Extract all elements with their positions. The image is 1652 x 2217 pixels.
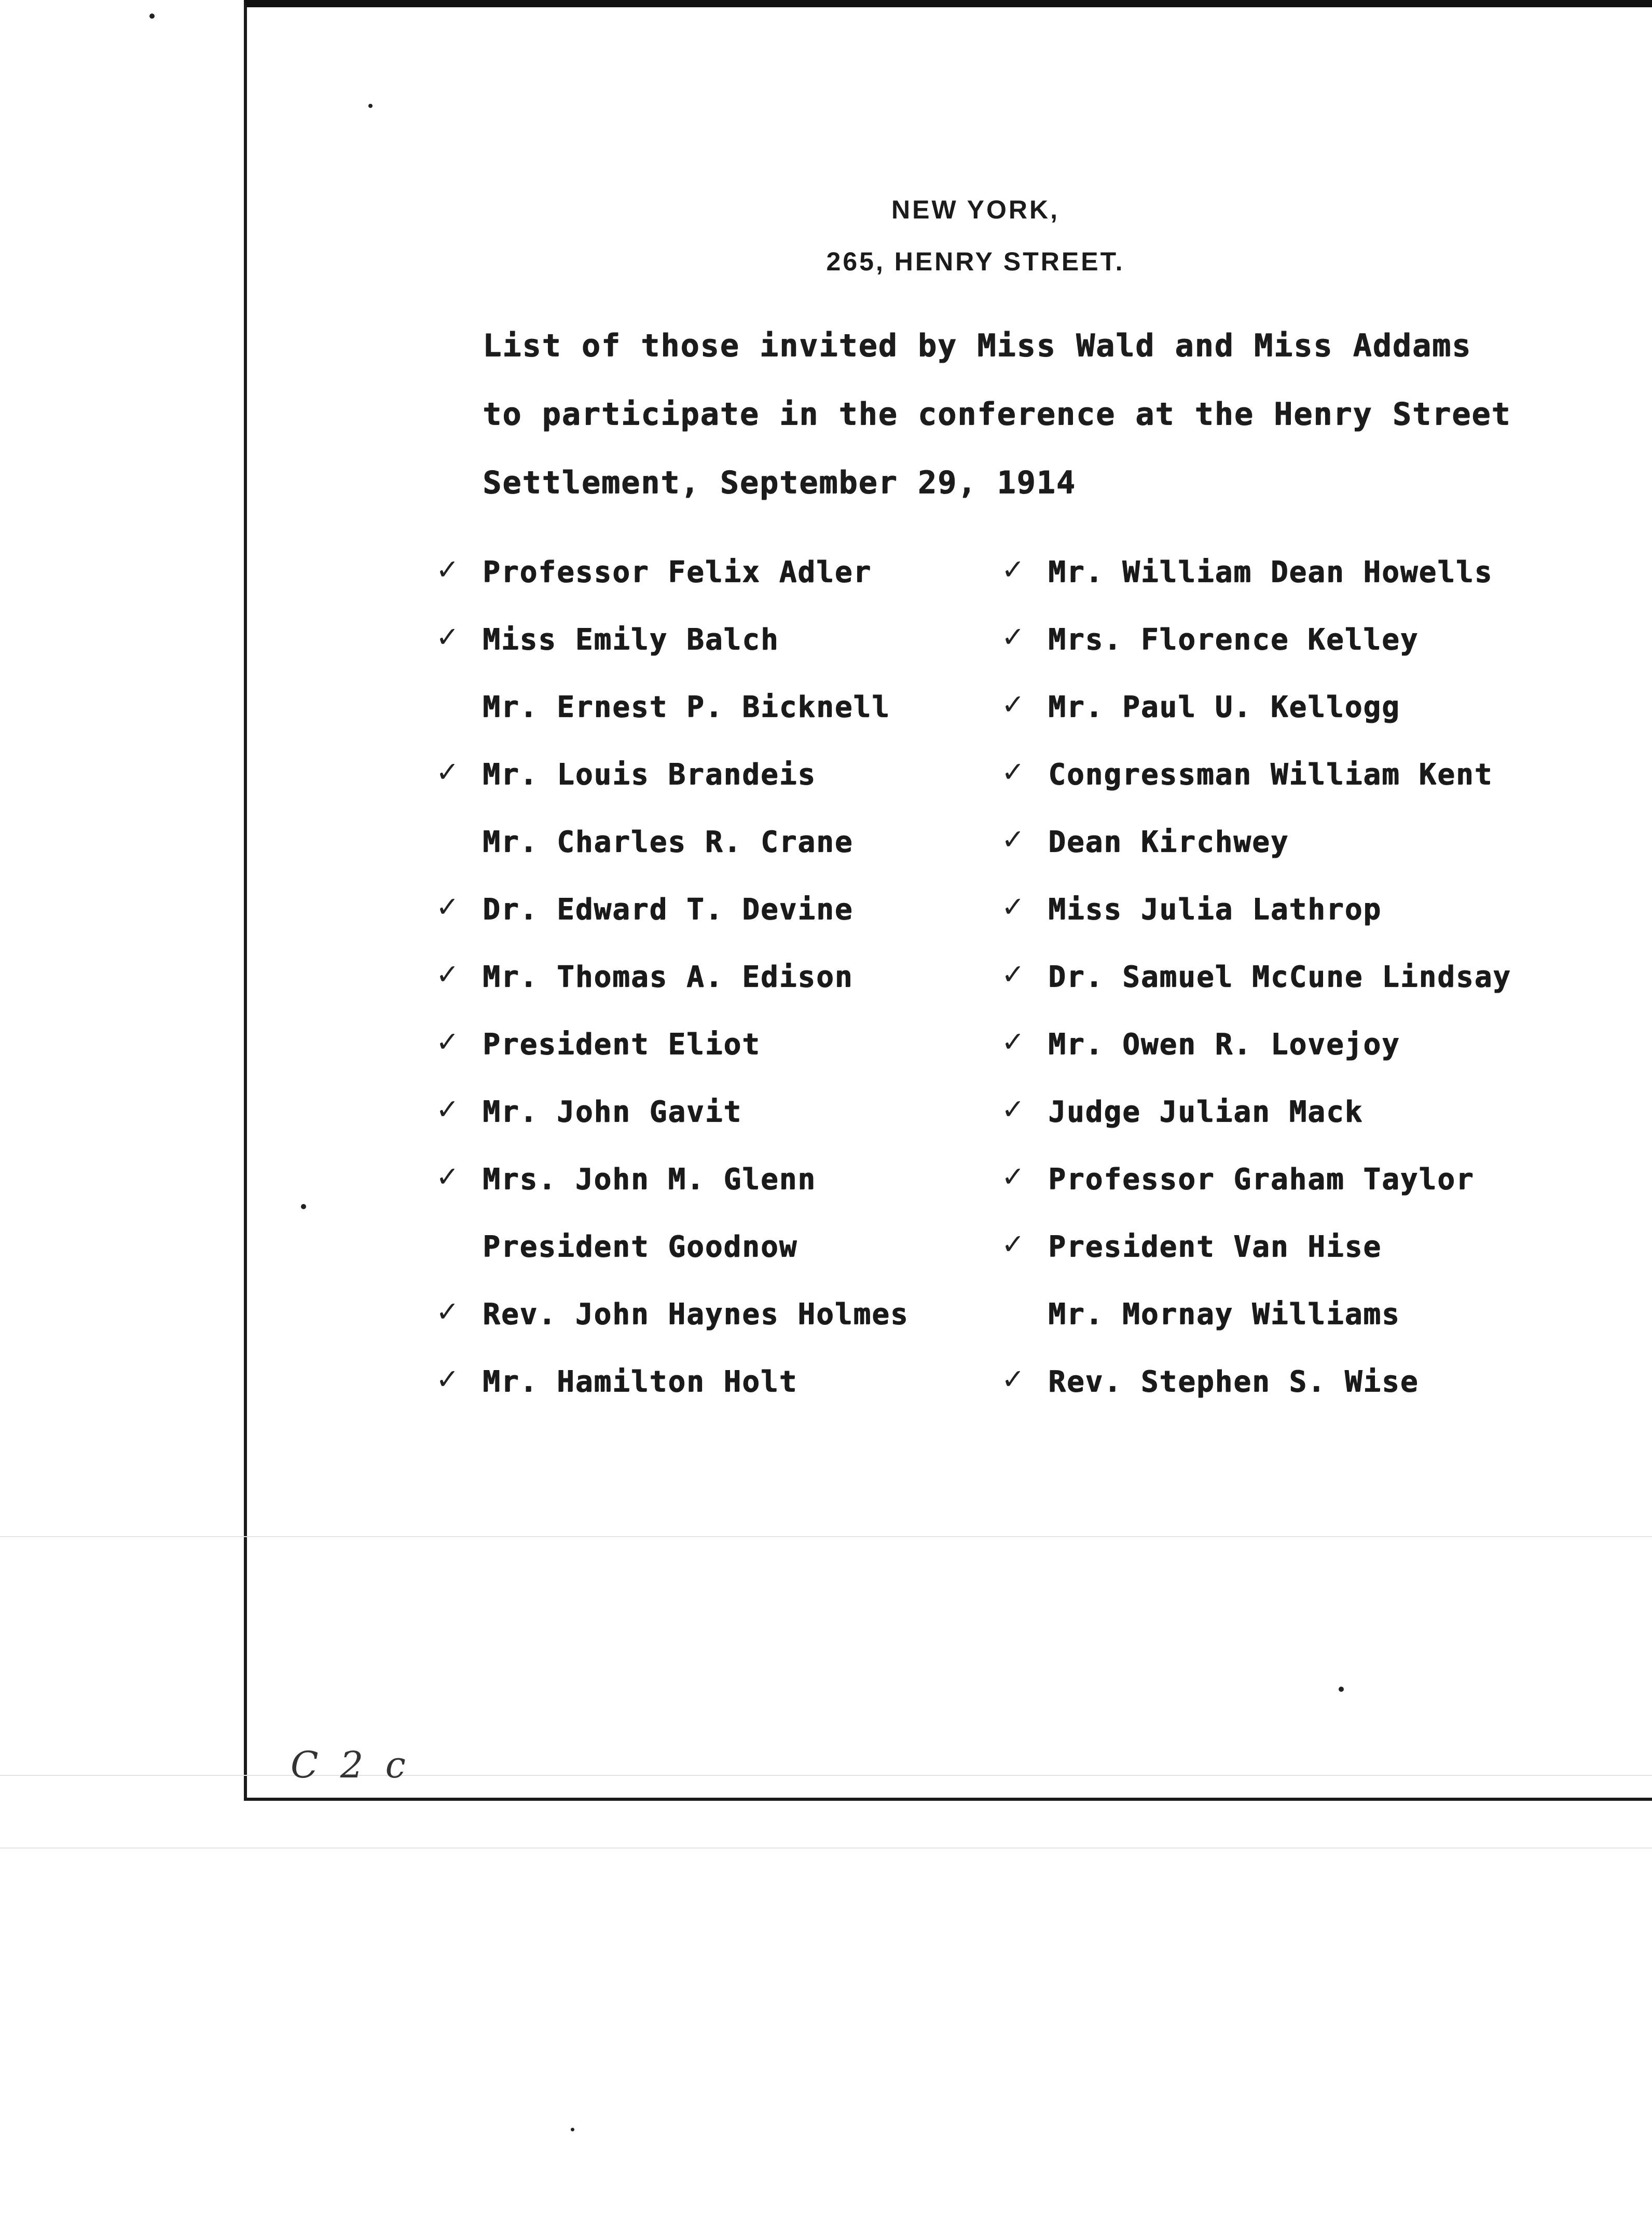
- letterhead-city: NEW YORK,: [891, 195, 1059, 224]
- invitee-entry: [1001, 752, 1614, 820]
- invitee-list-left: [436, 550, 981, 1427]
- checkmark-icon: ✓: [436, 958, 460, 991]
- invitee-name: Mr. Ernest P. Bicknell: [483, 690, 890, 724]
- scan-line: [0, 1775, 1652, 1776]
- checkmark-icon: ✓: [1001, 1363, 1025, 1395]
- checkmark-icon: ✓: [1001, 1093, 1025, 1126]
- invitee-entry: [1001, 1157, 1614, 1225]
- invitee-entry: [436, 1022, 981, 1090]
- scan-speck: [368, 104, 373, 108]
- invitee-name: President Goodnow: [483, 1230, 798, 1264]
- invitee-entry: [436, 887, 981, 955]
- invitee-name: Miss Emily Balch: [483, 623, 779, 656]
- handwritten-note: C 2 c: [291, 1744, 411, 1786]
- invitee-name: Mrs. Florence Kelley: [1048, 623, 1419, 656]
- letterhead-address: 265, HENRY STREET.: [826, 247, 1125, 276]
- invitee-entry: [1001, 618, 1614, 685]
- invitee-name: Miss Julia Lathrop: [1048, 893, 1382, 926]
- intro-line: to participate in the conference at the Henry Street: [483, 396, 1511, 432]
- scan-speck: [571, 2128, 574, 2131]
- checkmark-icon: ✓: [436, 553, 460, 586]
- invitee-entry: [436, 752, 981, 820]
- scan-line: [0, 1536, 1652, 1537]
- invitee-name: Mr. William Dean Howells: [1048, 555, 1493, 589]
- intro-paragraph: [483, 311, 1510, 517]
- invitee-entry: [436, 820, 981, 887]
- invitee-name: Mrs. John M. Glenn: [483, 1162, 816, 1196]
- invitee-name: President Eliot: [483, 1028, 761, 1061]
- invitee-entry: [1001, 1360, 1614, 1427]
- invitee-name: Dr. Edward T. Devine: [483, 893, 853, 926]
- scan-speck: [149, 13, 155, 19]
- invitee-entry: [1001, 1225, 1614, 1292]
- invitee-name: Mr. John Gavit: [483, 1095, 742, 1129]
- checkmark-icon: ✓: [1001, 553, 1025, 586]
- invitee-name: Mr. Paul U. Kellogg: [1048, 690, 1400, 724]
- invitee-entry: [1001, 550, 1614, 618]
- invitee-entry: [436, 685, 981, 752]
- checkmark-icon: ✓: [1001, 1025, 1025, 1058]
- checkmark-icon: ✓: [1001, 823, 1025, 856]
- checkmark-icon: ✓: [1001, 688, 1025, 721]
- invitee-entry: [436, 550, 981, 618]
- checkmark-icon: ✓: [1001, 621, 1025, 653]
- invitee-name: Mr. Thomas A. Edison: [483, 960, 853, 994]
- checkmark-icon: ✓: [436, 1363, 460, 1395]
- checkmark-icon: ✓: [436, 1160, 460, 1193]
- invitee-name: Congressman William Kent: [1048, 758, 1493, 791]
- checkmark-icon: ✓: [1001, 1160, 1025, 1193]
- invitee-name: Dr. Samuel McCune Lindsay: [1048, 960, 1511, 994]
- invitee-entry: [436, 618, 981, 685]
- intro-line: Settlement, September 29, 1914: [483, 464, 1076, 501]
- checkmark-icon: ✓: [436, 621, 460, 653]
- invitee-entry: [1001, 1090, 1614, 1157]
- intro-line: List of those invited by Miss Wald and Miss Addams: [483, 327, 1472, 364]
- checkmark-icon: ✓: [1001, 1228, 1025, 1261]
- scan-line: [0, 1848, 1652, 1849]
- invitee-entry: [1001, 955, 1614, 1022]
- scan-speck: [301, 1204, 306, 1209]
- invitee-entry: [1001, 887, 1614, 955]
- checkmark-icon: ✓: [1001, 958, 1025, 991]
- invitee-name: Mr. Owen R. Lovejoy: [1048, 1028, 1400, 1061]
- invitee-name: Dean Kirchwey: [1048, 825, 1289, 859]
- invitee-name: Rev. John Haynes Holmes: [483, 1297, 909, 1331]
- invitee-entry: [436, 1360, 981, 1427]
- invitee-name: Judge Julian Mack: [1048, 1095, 1364, 1129]
- invitee-entry: [1001, 1022, 1614, 1090]
- scan-speck: [1339, 1687, 1344, 1692]
- checkmark-icon: ✓: [436, 891, 460, 923]
- invitee-entry: [436, 1157, 981, 1225]
- invitee-name: Mr. Hamilton Holt: [483, 1365, 798, 1399]
- invitee-entry: [436, 1225, 981, 1292]
- invitee-entry: [436, 955, 981, 1022]
- invitee-entry: [1001, 820, 1614, 887]
- invitee-entry: [1001, 1292, 1614, 1360]
- invitee-name: Professor Graham Taylor: [1048, 1162, 1475, 1196]
- invitee-name: President Van Hise: [1048, 1230, 1382, 1264]
- invitee-name: Rev. Stephen S. Wise: [1048, 1365, 1419, 1399]
- checkmark-icon: ✓: [1001, 756, 1025, 788]
- invitee-name: Mr. Mornay Williams: [1048, 1297, 1400, 1331]
- invitee-name: Mr. Charles R. Crane: [483, 825, 853, 859]
- checkmark-icon: ✓: [436, 1025, 460, 1058]
- invitee-entry: [436, 1292, 981, 1360]
- invitee-list-right: [1001, 550, 1614, 1427]
- invitee-entry: [436, 1090, 981, 1157]
- checkmark-icon: ✓: [436, 756, 460, 788]
- invitee-name: Professor Felix Adler: [483, 555, 872, 589]
- checkmark-icon: ✓: [436, 1093, 460, 1126]
- invitee-name: Mr. Louis Brandeis: [483, 758, 816, 791]
- checkmark-icon: ✓: [436, 1295, 460, 1328]
- invitee-entry: [1001, 685, 1614, 752]
- checkmark-icon: ✓: [1001, 891, 1025, 923]
